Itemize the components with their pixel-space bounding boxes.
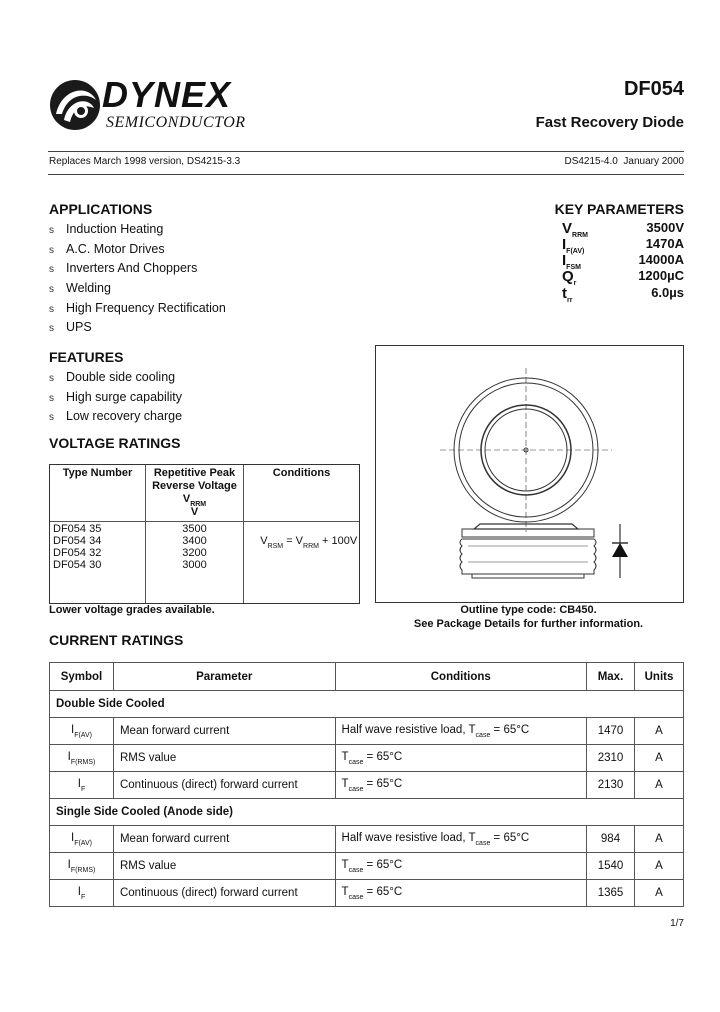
table-row: $I_F$ Continuous (direct) forward current $T_{case} = 65^\circ C$ 1365 A — [50, 880, 684, 907]
list-item: s Induction Heating — [49, 220, 226, 240]
dynex-swirl-icon — [48, 78, 102, 132]
voltage-list — [146, 523, 243, 571]
brand-logo — [48, 74, 248, 134]
conditions-cell: $V_{RSM} = V_{RRM} + 100V$ — [260, 535, 358, 550]
key-param-row: $V_{RRM}$ 3500V — [562, 220, 684, 239]
table-cell: DF054 30 — [53, 559, 102, 571]
brand-subtitle: SEMICONDUCTOR — [106, 114, 246, 131]
column-header-voltage: Repetitive Peak Reverse Voltage $V_{RRM}$ V — [152, 467, 237, 518]
package-outline-drawing — [375, 345, 684, 603]
section-row: Double Side Cooled — [50, 691, 684, 718]
table-cell: 3500 — [182, 523, 207, 535]
key-param-value: 3500V — [646, 220, 684, 235]
key-param-row: $I_{F(AV)}$ 1470A — [562, 236, 684, 255]
table-cell: 3200 — [182, 547, 207, 559]
bullet-icon: s — [49, 244, 54, 256]
table-header-row — [50, 663, 684, 691]
bullet-icon: s — [49, 412, 54, 424]
bullet-icon: s — [49, 225, 54, 236]
product-title: Fast Recovery Diode — [535, 114, 684, 131]
table-cell: DF054 34 — [53, 535, 102, 547]
header-rule — [48, 151, 684, 152]
bullet-icon: s — [49, 284, 54, 296]
list-item: s Low recovery charge — [49, 407, 182, 427]
voltage-ratings-heading: VOLTAGE RATINGS — [49, 435, 181, 451]
column-header-type: Type Number — [62, 467, 133, 479]
column-header: Max. — [587, 663, 635, 691]
outline-caption: Outline type code: CB450. See Package Details for further information. — [413, 604, 644, 630]
table-row: $I_{F(RMS)}$ RMS value $T_{case} = 65^\circ C$ 1540 A — [50, 853, 684, 880]
column-header: Parameter — [113, 663, 335, 691]
column-header: Conditions — [335, 663, 586, 691]
part-number: DF054 — [623, 78, 684, 100]
table-cell: DF054 35 — [53, 523, 102, 535]
list-item: s High surge capability — [49, 388, 182, 408]
bullet-icon: s — [49, 323, 54, 335]
section-row: Single Side Cooled (Anode side) — [50, 799, 684, 826]
list-item: s A.C. Motor Drives — [49, 240, 226, 260]
diode-package-icon — [376, 346, 683, 602]
document-reference: DS4215-4.0 January 2000 — [564, 156, 684, 167]
applications-heading: APPLICATIONS — [49, 201, 153, 217]
key-parameters-heading: KEY PARAMETERS — [554, 201, 684, 217]
table-row: $I_{F(AV)}$ Mean forward current Half wave resistive load, $T_{case} = 65^\circ C$ 984 A — [50, 826, 684, 853]
list-item: s High Frequency Rectification — [49, 299, 226, 319]
brand-name: DYNEX — [102, 74, 232, 115]
list-item: s Inverters And Choppers — [49, 259, 226, 279]
page-number: 1/7 — [670, 918, 684, 929]
column-header: Units — [634, 663, 683, 691]
table-row: $I_{F(AV)}$ Mean forward current Half wave resistive load, $T_{case} = 65^\circ C$ 1470 A — [50, 718, 684, 745]
list-item: s Welding — [49, 279, 226, 299]
column-header-conditions: Conditions — [272, 467, 331, 479]
key-param-row: $Q_r$ 1200µC — [562, 268, 684, 287]
voltage-ratings-table — [49, 464, 360, 604]
table-row: $I_F$ Continuous (direct) forward current $T_{case} = 65^\circ C$ 2130 A — [50, 772, 684, 799]
key-param-value: 6.0µs — [651, 285, 684, 300]
table-cell: DF054 32 — [53, 547, 102, 559]
key-param-value: 14000A — [638, 252, 684, 267]
applications-list — [49, 220, 226, 338]
key-param-row: $I_{FSM}$ 14000A — [562, 252, 684, 271]
header-rule-lower — [48, 174, 684, 175]
bullet-icon: s — [49, 392, 54, 404]
table-cell: 3400 — [182, 535, 207, 547]
table-row: $I_{F(RMS)}$ RMS value $T_{case} = 65^\circ C$ 2310 A — [50, 745, 684, 772]
list-item: s Double side cooling — [49, 368, 182, 388]
key-param-row: $t_{rr}$ 6.0µs — [562, 285, 684, 304]
column-header: Symbol — [50, 663, 114, 691]
type-number-list — [53, 523, 101, 571]
bullet-icon: s — [49, 264, 54, 276]
current-ratings-table — [49, 662, 684, 907]
replaces-note: Replaces March 1998 version, DS4215-3.3 — [49, 156, 241, 167]
key-param-value: 1200µC — [638, 268, 684, 283]
bullet-icon: s — [49, 373, 54, 384]
features-heading: FEATURES — [49, 349, 124, 365]
features-list — [49, 368, 182, 427]
key-param-value: 1470A — [645, 236, 684, 251]
lower-voltage-note: Lower voltage grades available. — [49, 604, 215, 616]
table-cell: 3000 — [182, 559, 207, 571]
bullet-icon: s — [49, 303, 54, 315]
list-item: s UPS — [49, 318, 226, 338]
current-ratings-heading: CURRENT RATINGS — [49, 632, 184, 648]
